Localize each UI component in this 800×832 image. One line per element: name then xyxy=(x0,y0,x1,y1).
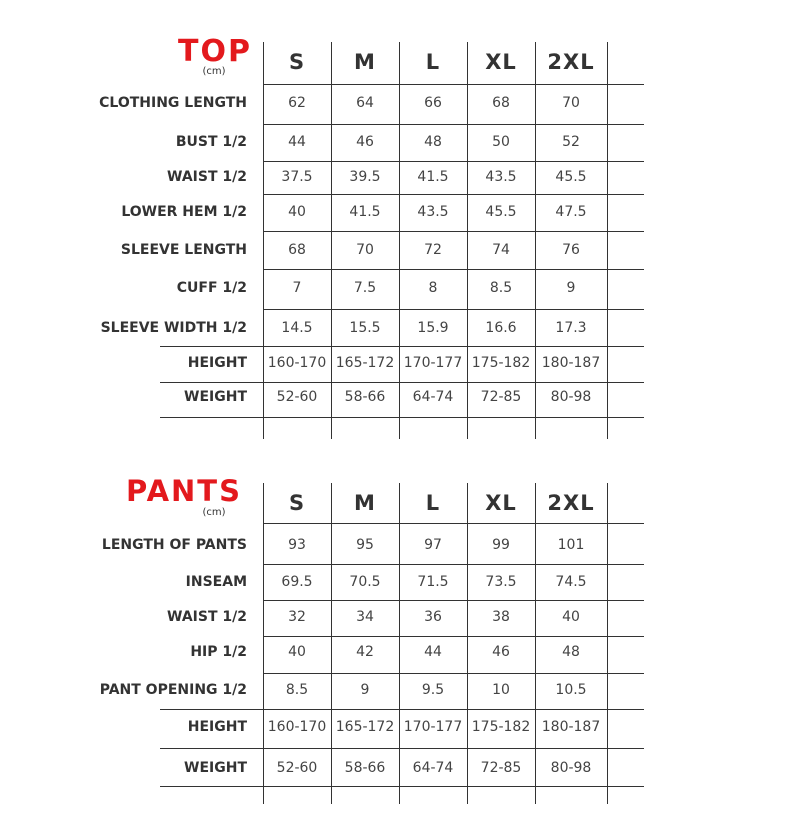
pants-cell: 46 xyxy=(492,644,510,660)
pants-grid-horizontal-line xyxy=(263,600,644,601)
pants-cell: 80-98 xyxy=(550,760,592,776)
pants-cell: 10 xyxy=(492,682,510,698)
pants-cell: 40 xyxy=(288,644,306,660)
top-cell: 43.5 xyxy=(485,169,517,185)
top-row-label: BUST 1/2 xyxy=(175,134,247,150)
top-cell: 40 xyxy=(288,204,306,220)
top-grid-horizontal-line xyxy=(263,269,644,270)
pants-cell: 180-187 xyxy=(541,719,601,735)
top-size-header-s: S xyxy=(288,50,306,74)
pants-grid-vertical-line xyxy=(263,483,264,804)
top-title: TOP xyxy=(178,34,252,69)
pants-cell: 10.5 xyxy=(555,682,587,698)
top-cell: 7 xyxy=(292,280,302,296)
pants-cell: 170-177 xyxy=(403,719,463,735)
top-row-label: CLOTHING LENGTH xyxy=(99,95,247,111)
pants-cell: 99 xyxy=(492,537,510,553)
top-grid-horizontal-line xyxy=(263,309,644,310)
top-cell: 17.3 xyxy=(555,320,587,336)
top-cell: 45.5 xyxy=(555,169,587,185)
pants-cell: 72-85 xyxy=(480,760,522,776)
top-cell: 44 xyxy=(288,134,306,150)
pants-size-header-xl: XL xyxy=(485,491,517,515)
top-cell: 175-182 xyxy=(471,355,531,371)
top-cell: 7.5 xyxy=(353,280,377,296)
pants-row-label: HEIGHT xyxy=(187,719,247,735)
top-cell: 66 xyxy=(424,95,442,111)
pants-cell: 95 xyxy=(356,537,374,553)
top-row-label: CUFF 1/2 xyxy=(176,280,247,296)
pants-cell: 44 xyxy=(424,644,442,660)
top-cell: 15.5 xyxy=(349,320,381,336)
top-grid-horizontal-line xyxy=(263,194,644,195)
pants-title: PANTS xyxy=(126,474,242,508)
pants-size-header-l: L xyxy=(425,491,441,515)
top-cell: 47.5 xyxy=(555,204,587,220)
top-size-header-2xl: 2XL xyxy=(547,50,595,74)
top-cell: 70 xyxy=(356,242,374,258)
top-grid-vertical-line xyxy=(399,42,400,439)
top-grid-horizontal-line xyxy=(263,161,644,162)
pants-cell: 42 xyxy=(356,644,374,660)
top-cell: 58-66 xyxy=(344,389,386,405)
top-size-header-l: L xyxy=(425,50,441,74)
top-row-label: SLEEVE WIDTH 1/2 xyxy=(100,320,247,336)
pants-cell: 160-170 xyxy=(267,719,327,735)
pants-row-label: INSEAM xyxy=(185,574,247,590)
top-cell: 14.5 xyxy=(281,320,313,336)
pants-size-header-m: M xyxy=(354,491,376,515)
pants-cell: 93 xyxy=(288,537,306,553)
top-cell: 39.5 xyxy=(349,169,381,185)
pants-cell: 52-60 xyxy=(276,760,318,776)
pants-cell: 36 xyxy=(424,609,442,625)
pants-cell: 32 xyxy=(288,609,306,625)
top-grid-horizontal-line xyxy=(263,84,644,85)
top-grid-horizontal-line xyxy=(263,124,644,125)
top-grid-vertical-line xyxy=(263,42,264,439)
pants-cell: 40 xyxy=(562,609,580,625)
pants-grid-horizontal-line xyxy=(263,523,644,524)
pants-size-header-2xl: 2XL xyxy=(547,491,595,515)
pants-cell: 97 xyxy=(424,537,442,553)
pants-cell: 9.5 xyxy=(421,682,445,698)
top-grid-horizontal-line xyxy=(160,346,644,347)
top-cell: 50 xyxy=(492,134,510,150)
pants-cell: 74.5 xyxy=(555,574,587,590)
top-size-header-m: M xyxy=(354,50,376,74)
top-cell: 52-60 xyxy=(276,389,318,405)
top-cell: 46 xyxy=(356,134,374,150)
pants-grid-horizontal-line xyxy=(160,709,644,710)
top-grid-vertical-line xyxy=(331,42,332,439)
pants-cell: 38 xyxy=(492,609,510,625)
pants-grid-vertical-line xyxy=(467,483,468,804)
top-cell: 64 xyxy=(356,95,374,111)
top-grid-horizontal-line xyxy=(263,231,644,232)
top-cell: 15.9 xyxy=(417,320,449,336)
pants-grid-vertical-line xyxy=(607,483,608,804)
pants-cell: 73.5 xyxy=(485,574,517,590)
top-cell: 72-85 xyxy=(480,389,522,405)
top-row-label: LOWER HEM 1/2 xyxy=(121,204,247,220)
top-grid-vertical-line xyxy=(535,42,536,439)
top-cell: 41.5 xyxy=(417,169,449,185)
top-cell: 165-172 xyxy=(335,355,395,371)
pants-grid-vertical-line xyxy=(535,483,536,804)
top-cell: 74 xyxy=(492,242,510,258)
top-row-label: WEIGHT xyxy=(184,389,247,405)
top-grid-vertical-line xyxy=(467,42,468,439)
pants-grid-horizontal-line xyxy=(263,564,644,565)
top-cell: 80-98 xyxy=(550,389,592,405)
top-cell: 76 xyxy=(562,242,580,258)
top-cell: 68 xyxy=(492,95,510,111)
top-size-header-xl: XL xyxy=(485,50,517,74)
top-grid-horizontal-line xyxy=(160,382,644,383)
top-cell: 37.5 xyxy=(281,169,313,185)
pants-grid-horizontal-line xyxy=(263,636,644,637)
top-row-label: WAIST 1/2 xyxy=(167,169,247,185)
pants-cell: 165-172 xyxy=(335,719,395,735)
pants-unit: (cm) xyxy=(202,507,226,518)
pants-grid-horizontal-line xyxy=(160,786,644,787)
top-row-label: HEIGHT xyxy=(187,355,247,371)
top-cell: 16.6 xyxy=(485,320,517,336)
top-cell: 45.5 xyxy=(485,204,517,220)
top-cell: 8.5 xyxy=(489,280,513,296)
pants-cell: 70.5 xyxy=(349,574,381,590)
pants-cell: 34 xyxy=(356,609,374,625)
pants-grid-vertical-line xyxy=(399,483,400,804)
pants-size-header-s: S xyxy=(288,491,306,515)
top-cell: 62 xyxy=(288,95,306,111)
top-grid-horizontal-line xyxy=(160,417,644,418)
pants-cell: 58-66 xyxy=(344,760,386,776)
top-cell: 8 xyxy=(428,280,438,296)
pants-grid-vertical-line xyxy=(331,483,332,804)
top-cell: 160-170 xyxy=(267,355,327,371)
top-cell: 70 xyxy=(562,95,580,111)
top-cell: 52 xyxy=(562,134,580,150)
top-cell: 170-177 xyxy=(403,355,463,371)
pants-row-label: HIP 1/2 xyxy=(190,644,247,660)
top-row-label: SLEEVE LENGTH xyxy=(120,242,247,258)
top-cell: 64-74 xyxy=(412,389,454,405)
top-cell: 9 xyxy=(566,280,576,296)
pants-cell: 64-74 xyxy=(412,760,454,776)
top-cell: 48 xyxy=(424,134,442,150)
top-cell: 43.5 xyxy=(417,204,449,220)
pants-cell: 9 xyxy=(360,682,370,698)
top-cell: 68 xyxy=(288,242,306,258)
pants-cell: 8.5 xyxy=(285,682,309,698)
top-cell: 180-187 xyxy=(541,355,601,371)
top-grid-vertical-line xyxy=(607,42,608,439)
pants-row-label: WAIST 1/2 xyxy=(167,609,247,625)
pants-cell: 101 xyxy=(557,537,585,553)
pants-cell: 48 xyxy=(562,644,580,660)
pants-row-label: LENGTH OF PANTS xyxy=(101,537,247,553)
top-unit: (cm) xyxy=(202,66,226,77)
pants-cell: 69.5 xyxy=(281,574,313,590)
pants-cell: 71.5 xyxy=(417,574,449,590)
pants-cell: 175-182 xyxy=(471,719,531,735)
top-cell: 41.5 xyxy=(349,204,381,220)
top-cell: 72 xyxy=(424,242,442,258)
pants-row-label: WEIGHT xyxy=(184,760,247,776)
pants-row-label: PANT OPENING 1/2 xyxy=(99,682,247,698)
pants-grid-horizontal-line xyxy=(263,673,644,674)
pants-grid-horizontal-line xyxy=(160,748,644,749)
